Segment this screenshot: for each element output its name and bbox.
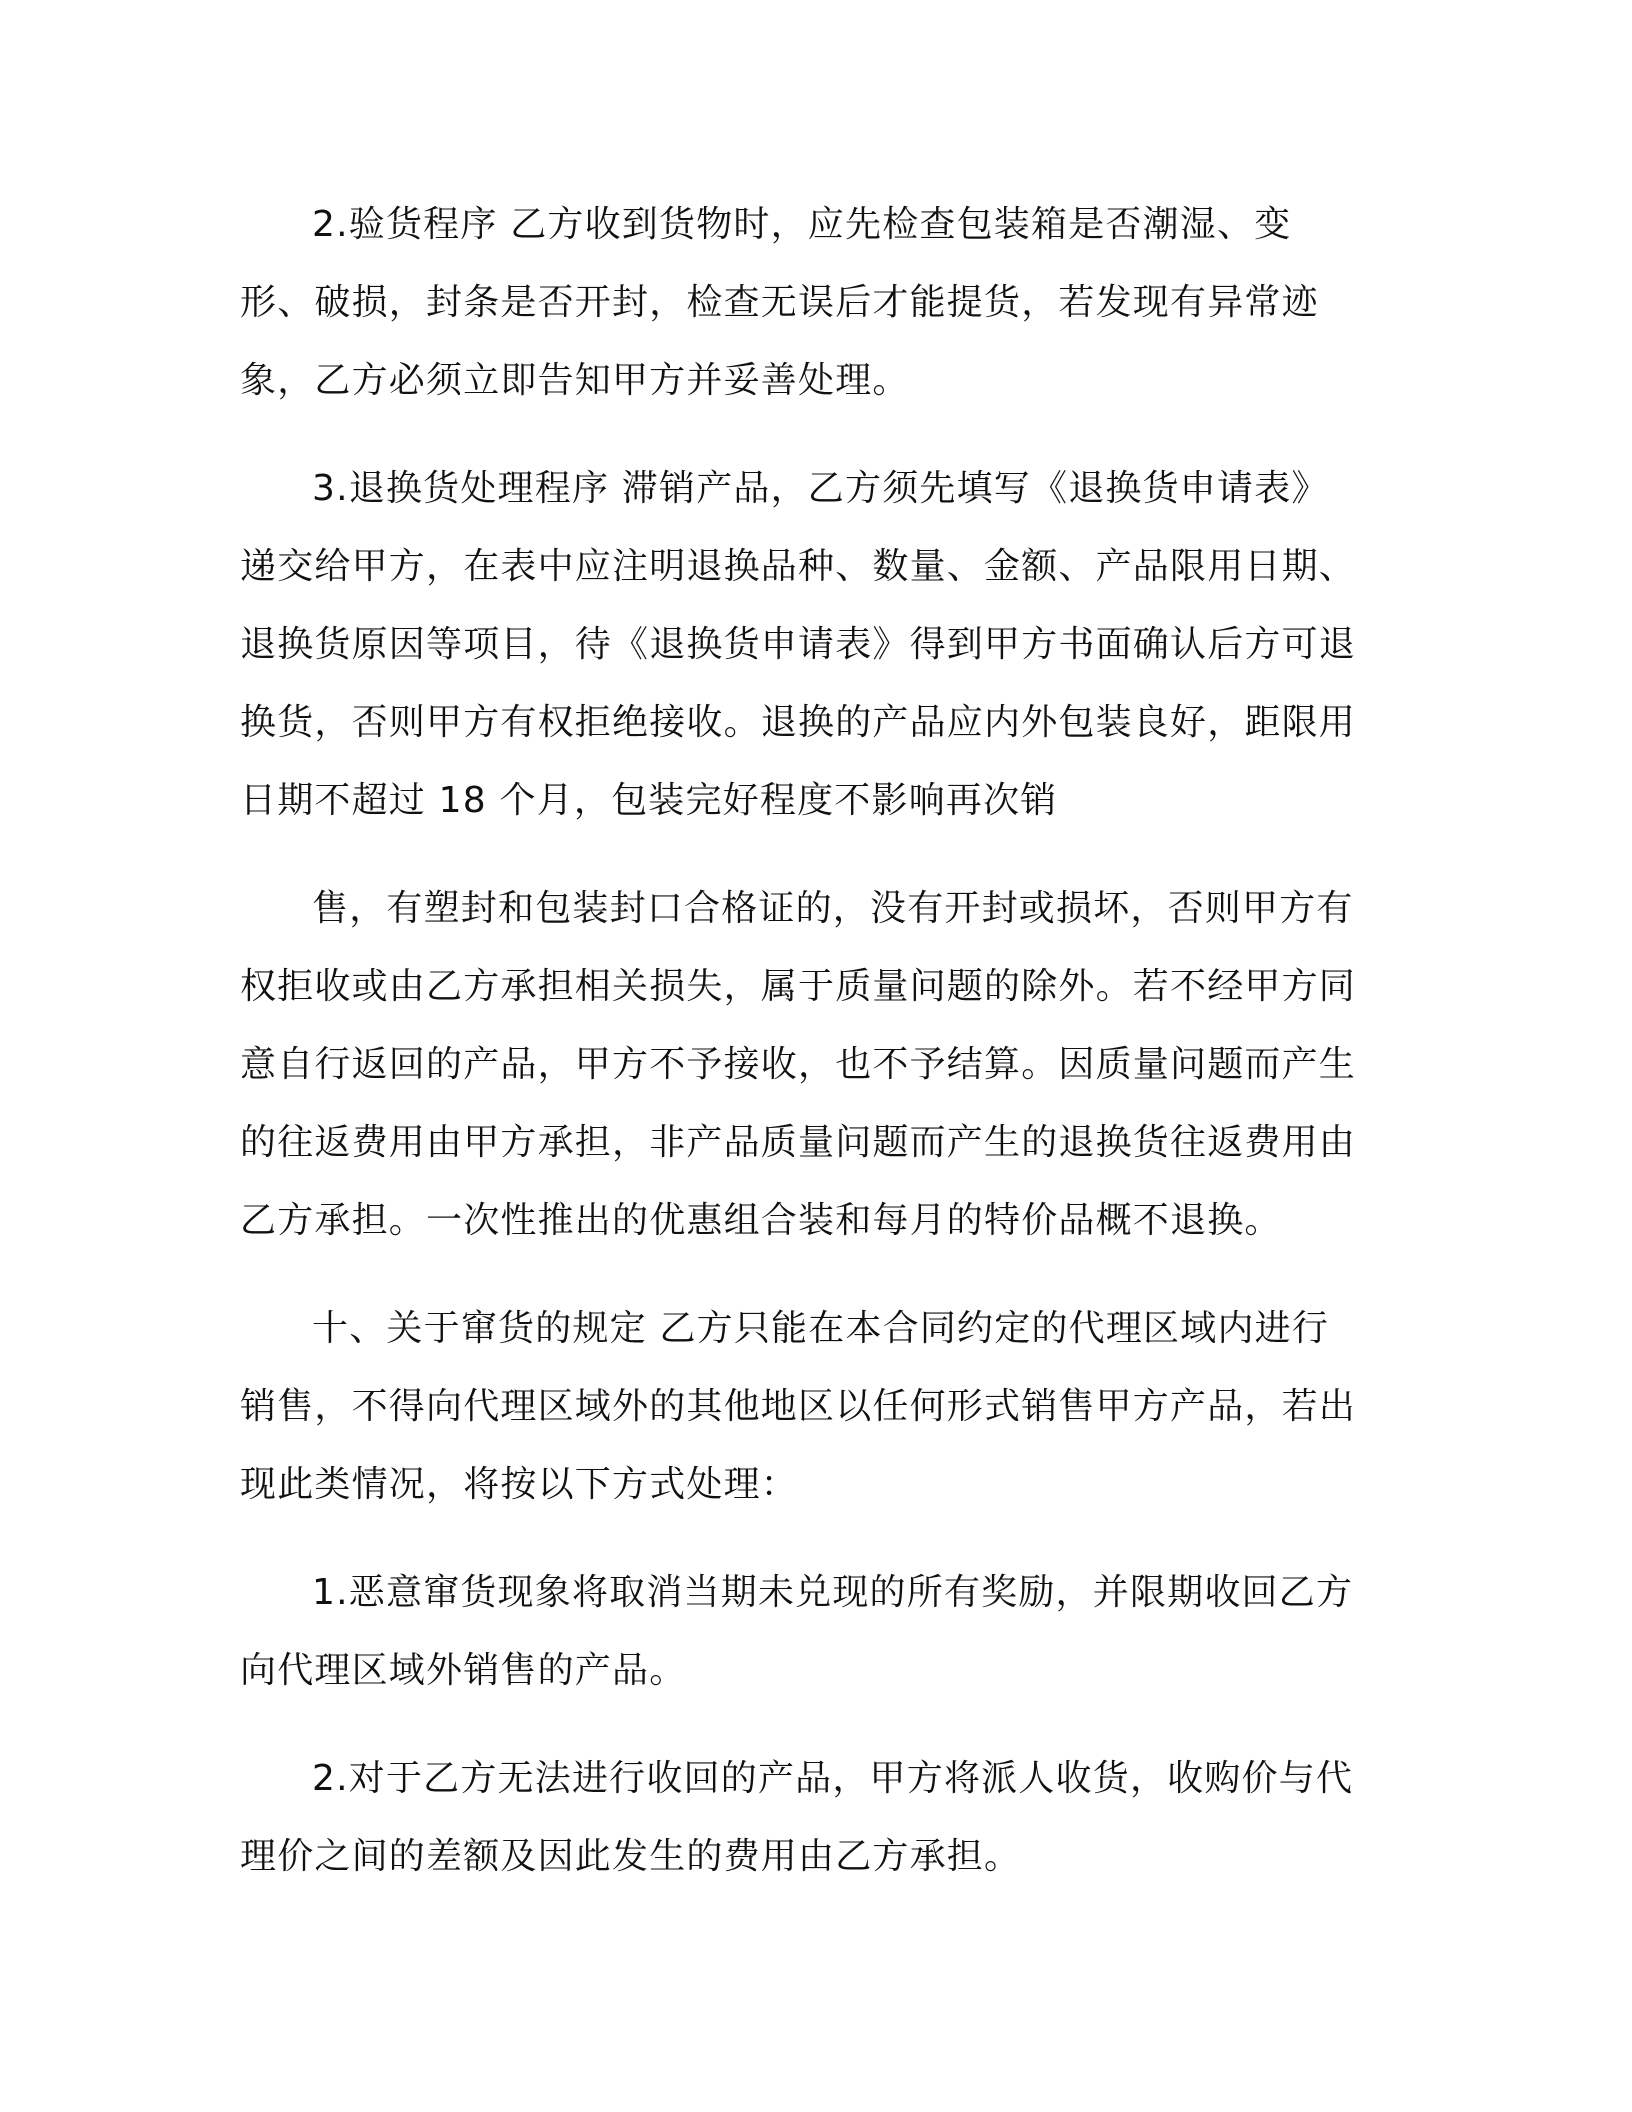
- paragraph-rule-1: 1.恶意窜货现象将取消当期未兑现的所有奖励，并限期收回乙方向代理区域外销售的产品。: [240, 1572, 1354, 1691]
- paragraph-rule-2: 2.对于乙方无法进行收回的产品，甲方将派人收货，收购价与代理价之间的差额及因此发生的费用由乙方承担。: [240, 1758, 1354, 1877]
- document-body: [240, 186, 1360, 1896]
- paragraph-return-conditions: 售，有塑封和包装封口合格证的，没有开封或损坏，否则甲方有权拒收或由乙方承担相关损失，属于质量问题的除外。若不经甲方同意自行返回的产品，甲方不予接收，也不予结算。因质量问题而产生的往返费用由甲方承担，非产品质量问题而产生的退换货往返费用由乙方承担。一次性推出的优惠组合装和每月的特价品概不退换。: [240, 888, 1357, 1241]
- paragraph-return-procedure: 3.退换货处理程序 滞销产品，乙方须先填写《退换货申请表》递交给甲方，在表中应注明退换品种、数量、金额、产品限用日期、退换货原因等项目，待《退换货申请表》得到甲方书面确认后方可退换货，否则甲方有权拒绝接收。退换的产品应内外包装良好，距限用日期不超过 18 个月，包装完好程度不影响再次销: [240, 468, 1357, 821]
- paragraph-cross-region-rules: 十、关于窜货的规定 乙方只能在本合同约定的代理区域内进行销售，不得向代理区域外的其他地区以任何形式销售甲方产品，若出现此类情况，将按以下方式处理：: [240, 1308, 1357, 1505]
- paragraph-inspection-procedure: 2.验货程序 乙方收到货物时，应先检查包装箱是否潮湿、变形、破损，封条是否开封，检查无误后才能提货，若发现有异常迹象，乙方必须立即告知甲方并妥善处理。: [240, 204, 1319, 401]
